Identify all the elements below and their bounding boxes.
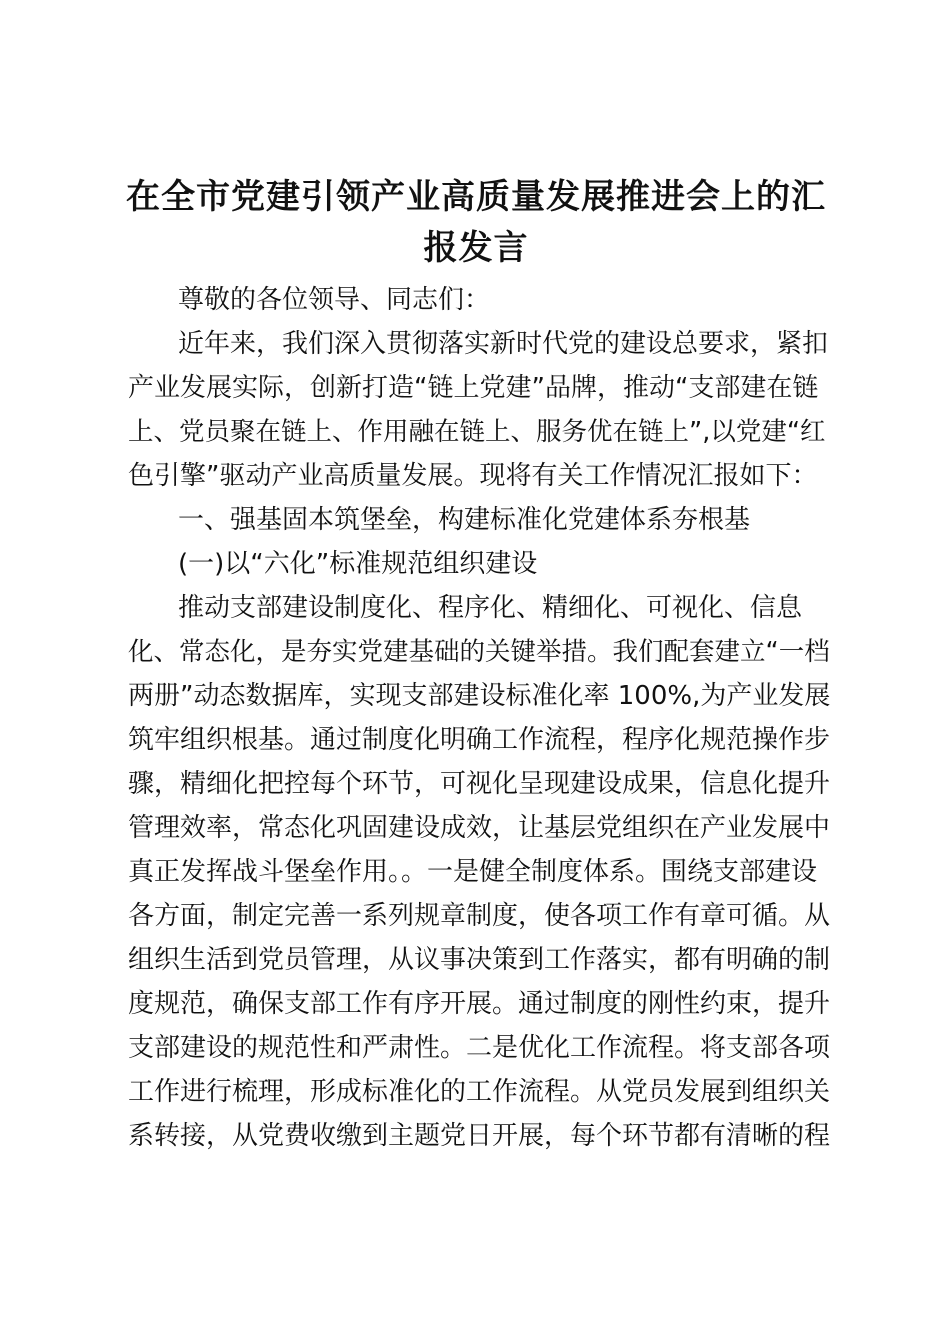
body-line: 支部建设的规范性和严肃性。二是优化工作流程。将支部各项: [128, 1033, 831, 1063]
subsection-heading: (一)以“六化”标准规范组织建设: [178, 549, 538, 579]
body-line: 工作进行梳理，形成标准化的工作流程。从党员发展到组织关: [128, 1077, 831, 1107]
salutation: 尊敬的各位领导、同志们：: [178, 285, 491, 315]
body-line: 组织生活到党员管理，从议事决策到工作落实，都有明确的制: [128, 945, 831, 975]
body-line: 系转接，从党费收缴到主题党日开展，每个环节都有清晰的程: [128, 1121, 831, 1151]
body-line: 骤，精细化把控每个环节，可视化呈现建设成果，信息化提升: [128, 769, 831, 799]
body-line: 上、党员聚在链上、作用融在链上、服务优在链上”,以党建“红: [128, 417, 826, 447]
section-heading: 一、强基固本筑堡垒，构建标准化党建体系夯根基: [178, 505, 751, 535]
body-line: 近年来，我们深入贯彻落实新时代党的建设总要求，紧扣: [178, 329, 829, 359]
body-line: 产业发展实际，创新打造“链上党建”品牌，推动“支部建在链: [128, 373, 819, 403]
body-line: 度规范，确保支部工作有序开展。通过制度的刚性约束，提升: [128, 989, 831, 1019]
body-line: 真正发挥战斗堡垒作用。。一是健全制度体系。围绕支部建设: [128, 857, 818, 887]
document-title-line-2: 报发言: [423, 228, 529, 268]
body-line: 色引擎”驱动产业高质量发展。现将有关工作情况汇报如下：: [128, 461, 818, 491]
body-line: 推动支部建设制度化、程序化、精细化、可视化、信息: [178, 593, 803, 623]
body-line: 化、常态化，是夯实党建基础的关键举措。我们配套建立“一档: [128, 637, 830, 667]
body-line: 筑牢组织根基。通过制度化明确工作流程，程序化规范操作步: [128, 725, 831, 755]
body-line: 两册”动态数据库，实现支部建设标准化率 100%,为产业发展: [128, 681, 831, 711]
body-line: 各方面，制定完善一系列规章制度，使各项工作有章可循。从: [128, 901, 831, 931]
document-title-line-1: 在全市党建引领产业高质量发展推进会上的汇: [126, 177, 826, 217]
body-line: 管理效率，常态化巩固建设成效，让基层党组织在产业发展中: [128, 813, 831, 843]
